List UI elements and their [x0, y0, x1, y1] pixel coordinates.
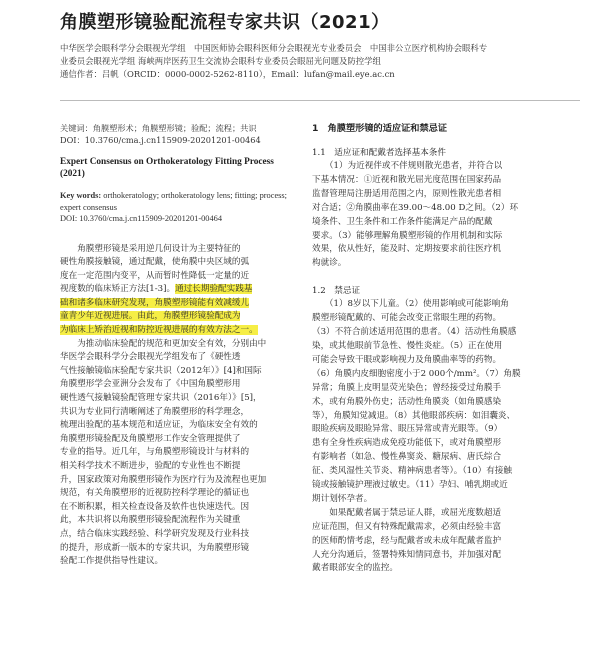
body-line	[60, 270, 300, 284]
chinese-keywords	[60, 122, 300, 146]
body-line-text: 童青少年近视进展。由此，角膜塑形镜验配成为	[60, 311, 241, 322]
body-line	[60, 310, 300, 324]
english-doi: DOI: 10.3760/cma.j.cn115909-20201201-00464	[60, 214, 223, 223]
body-line-text: 在不断积累，相关检查设备及软件也快速迭代。因	[60, 501, 250, 512]
body-line: 人充分沟通后，签署特殊知情同意书，并加强对配	[312, 549, 502, 560]
body-line: （3）不符合前述适用范围的患者。（4）活动性角膜感	[312, 327, 517, 338]
body-line-text: 验配工作提供指导性建议。	[60, 556, 164, 567]
author-line: 中华医学会眼科学分会眼视光学组 中国医师协会眼科医师分会眼视光专业委员会 中国非公立医疗机构协会眼科专	[60, 43, 488, 53]
body-line	[60, 555, 300, 569]
body-line	[60, 487, 300, 501]
body-line-text: 角膜塑形镜是采用逆几何设计为主要特征的	[60, 243, 241, 254]
body-line	[60, 501, 300, 515]
body-line	[60, 351, 300, 365]
body-line: 等），角膜知觉减退。（8）其他眼部疾病：如泪囊炎、	[312, 410, 516, 421]
body-line-text: 为临床上矫治近视和防控近视进展的有效方法之一。	[60, 325, 258, 336]
body-line	[60, 446, 300, 460]
body-line: 监督管理局注册适用范围之内，原则性散光患者相	[312, 188, 502, 199]
body-line	[60, 243, 300, 257]
left-column	[60, 122, 300, 569]
body-line: 有影响者（如急、慢性鼻窦炎、糖尿病、唐氏综合	[312, 452, 502, 463]
body-line	[60, 419, 300, 433]
introduction-text	[60, 243, 300, 569]
body-line: 效果，依从性好，能及时、定期按要求前往医疗机	[312, 244, 502, 255]
body-line-text: 相关科学技术不断进步，验配的专业性也不断提	[60, 461, 241, 471]
body-line: 对合适；②角膜曲率在39.00～48.00 D之间。（2）环	[312, 202, 519, 213]
body-line: 戴者眼部安全的监控。	[312, 563, 398, 574]
body-line: 膜塑形镜配戴的、可能会改变正常眼生理的药物。	[312, 313, 502, 324]
body-line: 可能会导致干眼或影响视力及角膜曲率等的药物。	[312, 354, 502, 365]
english-keywords-label: Key words:	[60, 191, 102, 200]
body-line: 镜或接触镜护理液过敏史。（11）孕妇、哺乳期或近	[312, 480, 508, 491]
body-line: 应证范围，但又有特殊配戴需求，必须由经验丰富	[312, 521, 502, 532]
body-line: 期计划怀孕者。	[312, 493, 373, 504]
indications-text	[312, 160, 580, 271]
body-line-text: 硬性角膜接触镜，通过配戴，使角膜中央区域的弧	[60, 257, 250, 268]
body-line	[60, 283, 300, 297]
page-title: 角膜塑形镜验配流程专家共识（2021）	[60, 12, 390, 33]
english-keywords	[60, 190, 300, 225]
doi-line: DOI：10.3760/cma.j.cn115909-20201201-00464	[60, 135, 261, 145]
body-line	[60, 297, 300, 311]
body-line-text: 为推动临床验配的规范和更加安全有效，分别由中	[60, 338, 267, 349]
body-line-text: 华医学会眼科学分会眼视光学组发布了《硬性透	[60, 352, 241, 363]
corresponding-author: 通信作者：吕帆（ORCID：0000-0002-5262-8110），Email：lufan@mail.eye.ac.cn	[60, 69, 395, 79]
subsection-heading: 1.2 禁忌证	[312, 286, 361, 297]
contraindications-text	[312, 298, 580, 576]
body-line: 染，或其他眼前节急性、慢性炎症。（5）正在使用	[312, 340, 503, 351]
body-line-text: 气性接触镜临床验配专家共识（2012年）》[4]和国际	[60, 365, 262, 376]
keywords-line: 关键词：角膜塑形术；角膜塑形镜；验配；流程；共识	[60, 123, 257, 133]
body-line: 患有全身性疾病造成免疫功能低下，或对角膜塑形	[312, 438, 502, 449]
body-line-text: 角膜塑形镜验配及角膜塑形工作安全管理提供了	[60, 433, 241, 444]
section-heading: 1 角膜塑形镜的适应证和禁忌证	[312, 123, 448, 134]
body-line-text: 升，国家政策对角膜塑形镜作为医疗行为及流程也更加	[60, 474, 267, 485]
highlighted-text: 通过长期验配实践基	[175, 284, 253, 295]
body-line-text: 规范，有关角膜塑形的近视防控科学理论的循证也	[60, 488, 250, 499]
body-line-text: 础和诸多临床研究发现，角膜塑形镜能有效减缓儿	[60, 297, 250, 308]
body-line	[60, 433, 300, 447]
english-title: Expert Consensus on Orthokeratology Fitting Process (2021)	[60, 157, 274, 179]
body-line-text: 此，本共识将以角膜塑形镜验配流程作为关键重	[60, 515, 241, 526]
body-line	[60, 392, 300, 406]
divider	[60, 100, 580, 101]
body-line: 要求。（3）能够理解角膜塑形镜的作用机制和实际	[312, 230, 503, 241]
body-line: 构就诊。	[312, 258, 347, 269]
body-line: 下基本情况：①近视和散光屈光度范围在国家药品	[312, 174, 502, 185]
body-line: 眼睑疾病及眼睑异常、眼压异常或青光眼等。（9）	[312, 424, 503, 435]
body-line-text: 视度数的临床矫正方法[1-3]。	[60, 284, 176, 295]
body-line-text: 度在一定范围内变平，从而暂时性降低一定量的近	[60, 270, 250, 281]
body-line	[60, 365, 300, 379]
body-line	[60, 378, 300, 392]
body-line-text: 角膜塑形学会亚洲分会发布了《中国角膜塑形用	[60, 379, 241, 390]
body-line	[60, 474, 300, 488]
body-line-text: 点，结合临床实践经验、科学研究发现及行业科技	[60, 528, 250, 539]
author-line: 业委员会眼视光学组 海峡两岸医药卫生交流协会眼科专业委员会眼屈光问题及防控学组	[60, 56, 381, 66]
body-line-text: 的提升，形成新一版本的专家共识，为角膜塑形镜	[60, 542, 250, 553]
body-line: 征、类风湿性关节炎、精神病患者等）。（10）有接触	[312, 466, 512, 477]
body-line: （6）角膜内皮细胞密度小于2 000个/mm²。（7）角膜	[312, 368, 521, 379]
english-keywords-text: orthokeratology; orthokeratology lens; fitting; process; expert consensus	[60, 191, 288, 212]
body-line	[60, 528, 300, 542]
body-line: 术，或有角膜外伤史；活动性角膜炎（如角膜感染	[312, 396, 502, 407]
body-line: 的医师酌情考虑，经与配戴者或未成年配戴者监护	[312, 535, 502, 546]
body-line-text: 共识为专业同行清晰阐述了角膜塑形的科学理念，	[60, 406, 250, 417]
author-block	[60, 42, 580, 81]
body-line	[60, 256, 300, 270]
body-line	[60, 406, 300, 420]
right-column	[312, 122, 580, 576]
body-line: （1）8岁以下儿童。（2）使用影响或可能影响角	[312, 299, 509, 310]
body-line: 境条件、卫生条件和工作条件能满足产品的配戴	[312, 216, 493, 227]
body-line	[60, 514, 300, 528]
body-line	[60, 338, 300, 352]
body-line	[60, 460, 300, 474]
body-line-text: 硬性透气接触镜验配管理专家共识（2016年）》[5]，	[60, 393, 262, 404]
body-line: 如果配戴者属于禁忌证人群，或屈光度数超适	[312, 507, 502, 518]
body-line: （1）为近视伴或不伴规则散光患者，并符合以	[312, 161, 503, 171]
body-line	[60, 324, 300, 338]
subsection-heading: 1.1 适应证和配戴者选择基本条件	[312, 148, 446, 158]
body-line-text: 专业的指导。近几年，与角膜塑形镜设计与材料的	[60, 447, 250, 458]
body-line-text: 梳理出验配的基本规范和适应证，为临床安全有效的	[60, 420, 258, 431]
body-line: 异常；角膜上皮明显荧光染色；曾经接受过角膜手	[312, 382, 502, 393]
body-line	[60, 542, 300, 556]
